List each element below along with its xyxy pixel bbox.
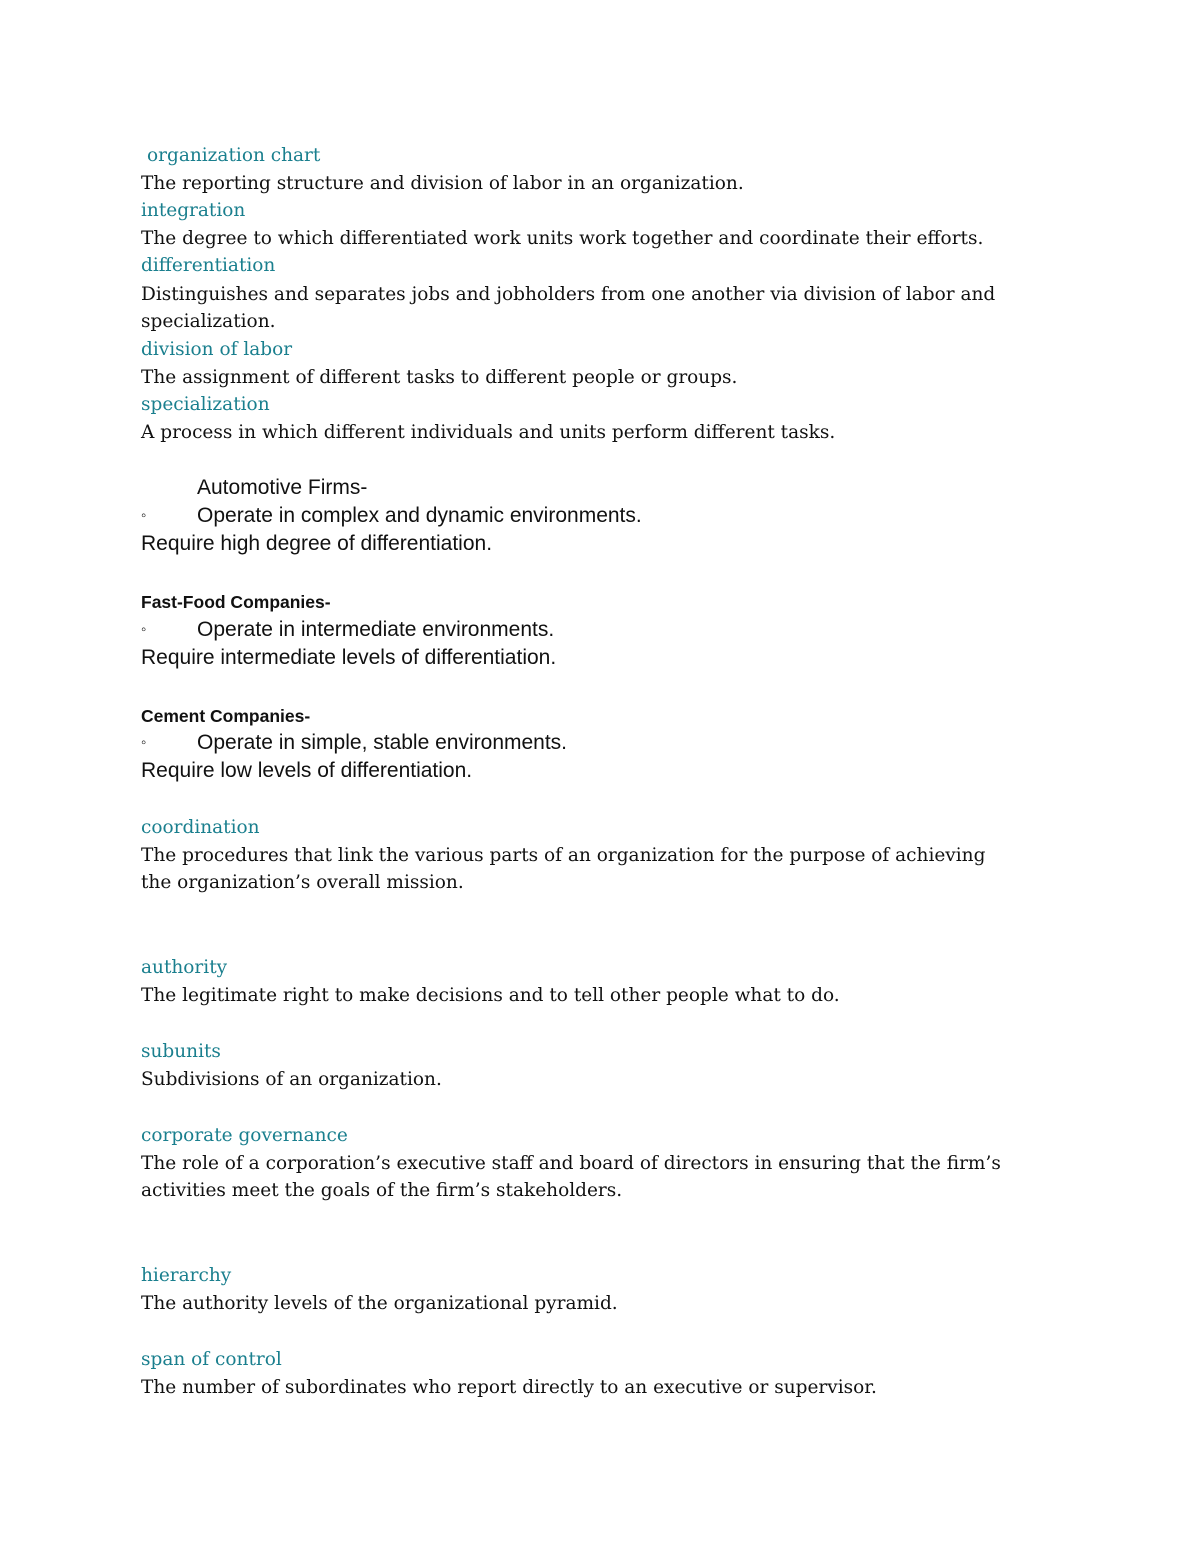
definition-corporate-governance-line2: activities meet the goals of the firm’s stakeholders. xyxy=(141,1180,623,1201)
definition-differentiation-line2: specialization. xyxy=(141,311,276,332)
definition-authority: The legitimate right to make decisions and to tell other people what to do. xyxy=(141,985,840,1006)
term-organization-chart: organization chart xyxy=(147,145,321,166)
example-heading-automotive: Automotive Firms- xyxy=(197,476,368,499)
definition-subunits: Subdivisions of an organization. xyxy=(141,1069,442,1090)
definition-differentiation-line1: Distinguishes and separates jobs and jobholders from one another via division of labor and xyxy=(141,284,996,305)
definition-coordination-line1: The procedures that link the various parts of an organization for the purpose of achieving xyxy=(141,845,986,866)
bullet-icon: ◦ xyxy=(141,734,147,751)
term-corporate-governance: corporate governance xyxy=(141,1125,348,1146)
term-specialization: specialization xyxy=(141,394,270,415)
example-bullet-cement: Operate in simple, stable environments. xyxy=(197,731,568,754)
term-differentiation: differentiation xyxy=(141,255,276,276)
definition-coordination-line2: the organization’s overall mission. xyxy=(141,872,464,893)
example-heading-fast-food: Fast-Food Companies- xyxy=(141,592,331,612)
definition-specialization: A process in which different individuals and units perform different tasks. xyxy=(141,422,836,443)
definition-organization-chart: The reporting structure and division of labor in an organization. xyxy=(141,173,744,194)
term-hierarchy: hierarchy xyxy=(141,1265,232,1286)
example-note-cement: Require low levels of differentiation. xyxy=(141,759,473,782)
term-authority: authority xyxy=(141,957,228,978)
definition-corporate-governance-line1: The role of a corporation’s executive staff and board of directors in ensuring that the firm’s xyxy=(141,1153,1001,1174)
example-note-automotive: Require high degree of differentiation. xyxy=(141,532,493,555)
term-coordination: coordination xyxy=(141,817,260,838)
definition-hierarchy: The authority levels of the organizational pyramid. xyxy=(141,1293,618,1314)
example-bullet-automotive: Operate in complex and dynamic environments. xyxy=(197,504,642,527)
definition-span-of-control: The number of subordinates who report directly to an executive or supervisor. xyxy=(141,1377,877,1398)
example-note-fast-food: Require intermediate levels of differentiation. xyxy=(141,646,557,669)
term-subunits: subunits xyxy=(141,1041,221,1062)
term-integration: integration xyxy=(141,200,246,221)
example-heading-cement: Cement Companies- xyxy=(141,706,311,726)
example-bullet-fast-food: Operate in intermediate environments. xyxy=(197,618,555,641)
definition-integration: The degree to which differentiated work units work together and coordinate their efforts. xyxy=(141,228,984,249)
term-division-of-labor: division of labor xyxy=(141,339,293,360)
definition-division-of-labor: The assignment of different tasks to different people or groups. xyxy=(141,367,738,388)
term-span-of-control: span of control xyxy=(141,1349,282,1370)
bullet-icon: ◦ xyxy=(141,621,147,638)
bullet-icon: ◦ xyxy=(141,507,147,524)
